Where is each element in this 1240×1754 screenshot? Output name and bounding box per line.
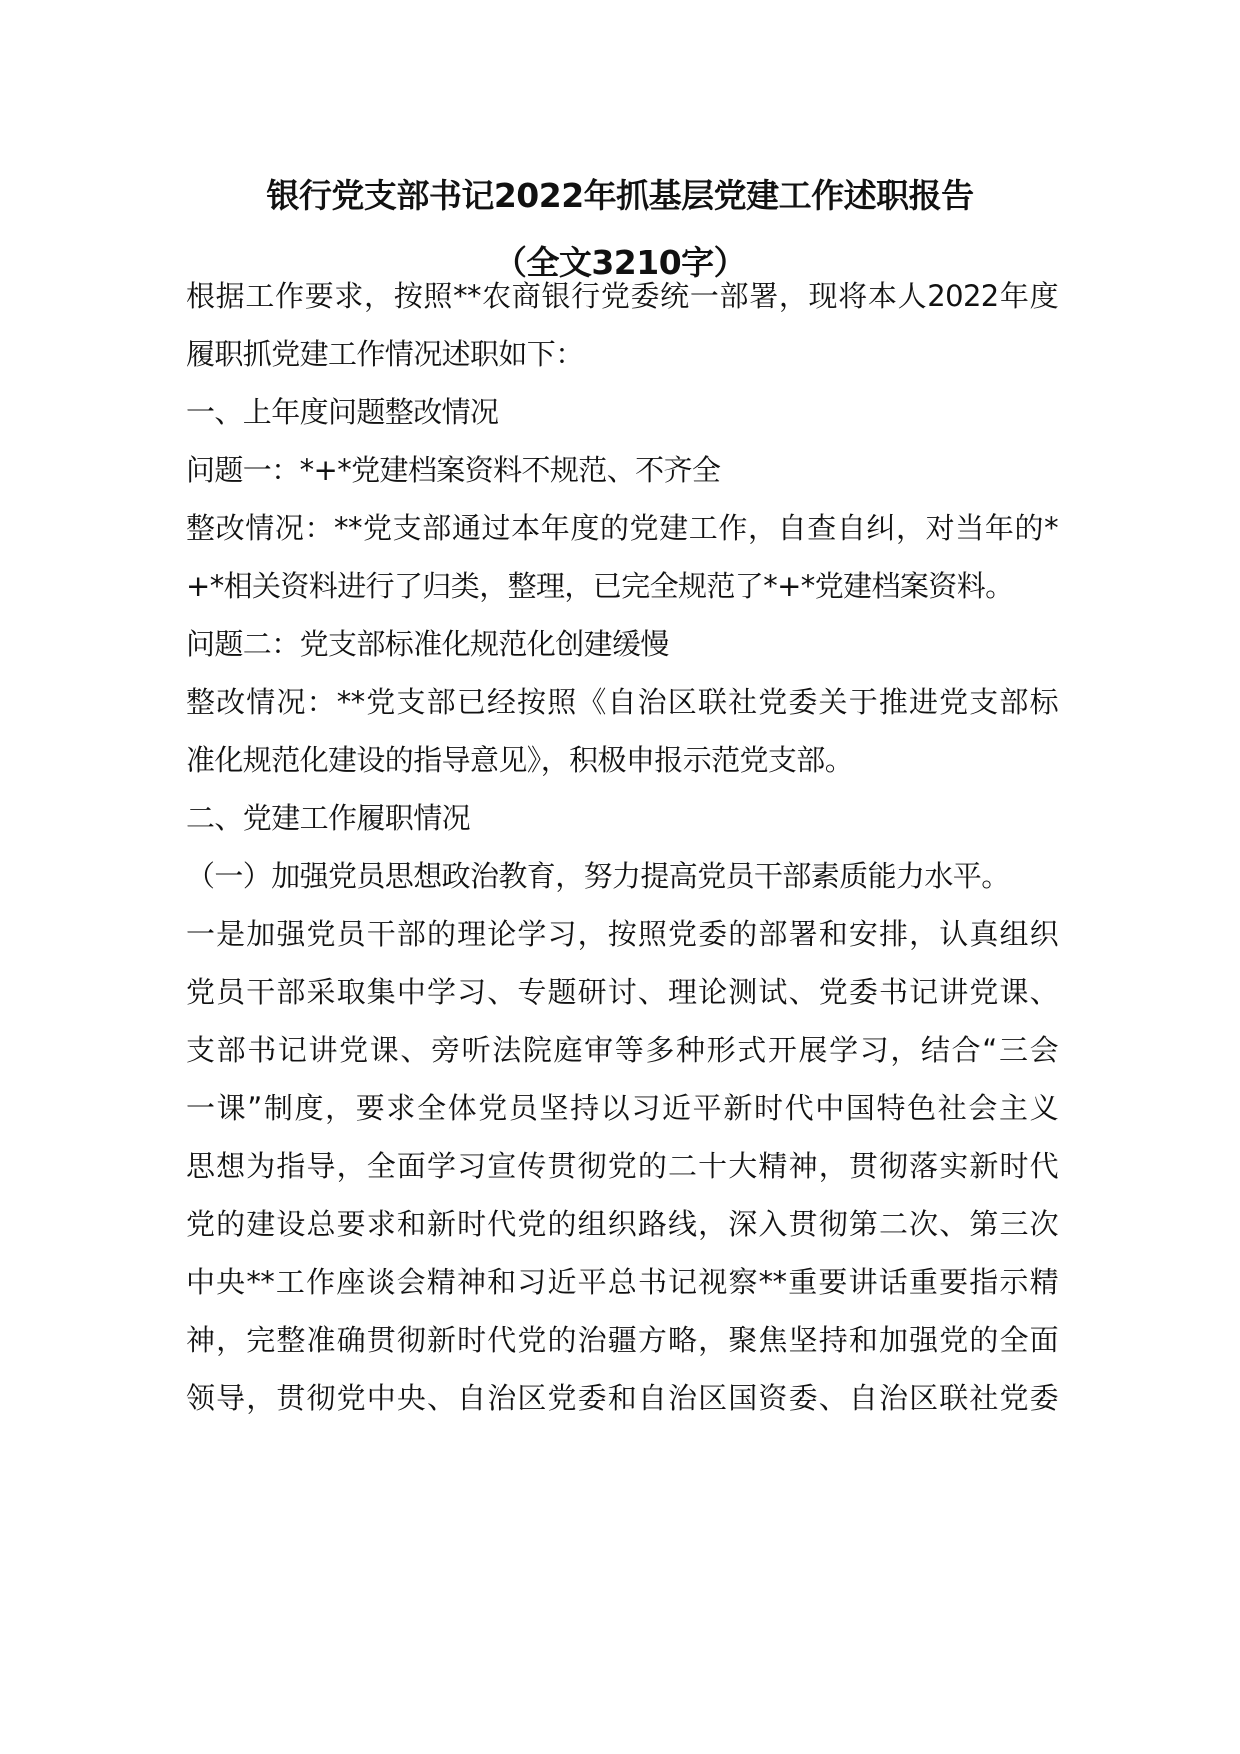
- subsection-heading-1: （一）加强党员思想政治教育，努力提高党员干部素质能力水平。: [186, 859, 1010, 893]
- paragraph-line-5: 思想为指导，全面学习宣传贯彻党的二十大精神，贯彻落实新时代: [186, 1149, 1058, 1183]
- paragraph-line-8: 神，完整准确贯彻新时代党的治疆方略，聚焦坚持和加强党的全面: [186, 1323, 1058, 1357]
- paragraph-line-4: 一课”制度，要求全体党员坚持以习近平新时代中国特色社会主义: [186, 1091, 1058, 1125]
- document-title: 银行党支部书记2022年抓基层党建工作述职报告: [266, 176, 974, 215]
- paragraph-line-2: 党员干部采取集中学习、专题研讨、理论测试、党委书记讲党课、: [186, 975, 1058, 1009]
- rectification-1-line-2: +*相关资料进行了归类，整理，已完全规范了*+*党建档案资料。: [186, 569, 1014, 603]
- document-subtitle-word-count: （全文3210字）: [493, 243, 747, 282]
- rectification-1-line-1: 整改情况：**党支部通过本年度的党建工作，自查自纠，对当年的*: [186, 511, 1058, 545]
- intro-line-1: 根据工作要求，按照**农商银行党委统一部署，现将本人2022年度: [186, 279, 1058, 313]
- problem-1: 问题一：*+*党建档案资料不规范、不齐全: [186, 453, 721, 487]
- paragraph-line-3: 支部书记讲党课、旁听法院庭审等多种形式开展学习，结合“三会: [186, 1033, 1058, 1067]
- rectification-2-line-2: 准化规范化建设的指导意见》，积极申报示范党支部。: [186, 743, 854, 777]
- paragraph-line-9: 领导，贯彻党中央、自治区党委和自治区国资委、自治区联社党委: [186, 1381, 1058, 1415]
- paragraph-line-6: 党的建设总要求和新时代党的组织路线，深入贯彻第二次、第三次: [186, 1207, 1058, 1241]
- intro-line-2: 履职抓党建工作情况述职如下：: [186, 337, 584, 371]
- paragraph-line-1: 一是加强党员干部的理论学习，按照党委的部署和安排，认真组织: [186, 917, 1058, 951]
- paragraph-line-7: 中央**工作座谈会精神和习近平总书记视察**重要讲话重要指示精: [186, 1265, 1058, 1299]
- section-heading-1: 一、上年度问题整改情况: [186, 395, 499, 429]
- rectification-2-line-1: 整改情况：**党支部已经按照《自治区联社党委关于推进党支部标: [186, 685, 1058, 719]
- section-heading-2: 二、党建工作履职情况: [186, 801, 471, 835]
- problem-2: 问题二：党支部标准化规范化创建缓慢: [186, 627, 669, 661]
